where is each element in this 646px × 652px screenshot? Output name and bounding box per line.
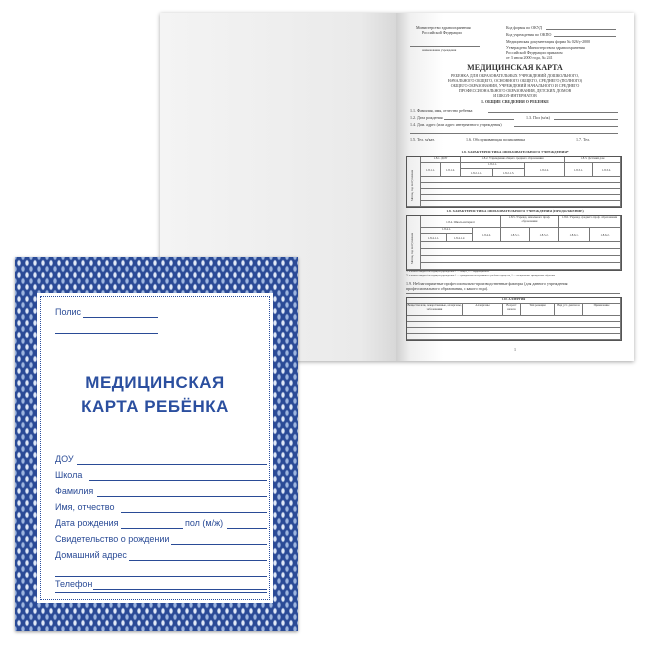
name-line[interactable] [121,512,267,513]
cover-label-panel [37,293,273,603]
surname-label: Фамилия [55,486,94,496]
institution-label: наименование учреждения [422,48,457,52]
table-2-cell: 1.8.4.2. [473,228,501,242]
subheading-1: РЕБЕНКА ДЛЯ ОБРАЗОВАТЕЛЬНЫХ УЧРЕЖДЕНИЙ ДОШКОЛЬНОГО, [451,73,579,78]
approved-line: Утверждена Министерством здравоохранения [506,45,585,50]
cover-title-line-2: КАРТА РЕБЁНКА [81,397,229,416]
allergy-header: Вещества или, лекарственные, аллергены, заболевания [407,304,463,316]
name-label: Имя, отчество [55,502,115,512]
subheading-4: ПРОФЕССИОНАЛЬНОГО ОБРАЗОВАНИЯ, ДЕТСКИХ ДОМОВ [458,88,572,93]
surname-line[interactable] [97,496,267,497]
birth-date-line[interactable] [121,528,183,529]
ministry-line-1: Министерство здравоохранения [416,25,471,30]
table-2-title: 1.8. ХАРАКТЕРИСТИКА ОБРАЗОВАТЕЛЬНОГО УЧРЕЖДЕНИЯ (ПРОДОЛЖЕНИЕ) [446,209,584,213]
ministry-line-2: Российской Федерации [422,30,462,35]
field-1-1: 1.1. Фамилия, имя, отчество ребенка [410,108,473,113]
phone-label: Телефон [55,579,93,589]
allergy-header: Тип реакции [521,304,555,316]
phone-line[interactable] [93,589,267,590]
sex-line[interactable] [227,528,267,529]
subheading-2: НАЧАЛЬНОГО ОБЩЕГО, ОСНОВНОГО ОБЩЕГО, СРЕДНЕГО (ПОЛНОГО) [447,78,583,83]
allergy-title: 1.10. АЛЛЕРГИЯ [407,298,621,304]
table-1-title: 1.8. ХАРАКТЕРИСТИКА ОБРАЗОВАТЕЛЬНОГО УЧРЕЖДЕНИЯ* [461,150,569,154]
table-2-cell: 1.8.6.2. [590,228,621,242]
okud-code: Код формы по ОКУД [506,25,542,30]
field-1-4: 1.4. Дом. адрес (или адрес интернатного учреждения) [410,122,502,127]
field-1-3: 1.3. Пол (м/ж) [526,115,550,120]
dou-line[interactable] [77,464,267,465]
table-2-cell: 1.8.4.1.2. [447,234,473,242]
page-number: 1 [514,347,516,352]
medical-card-cover [15,257,298,631]
table-1-cell: 1.8.1.2. [441,163,461,177]
cover-title-line-1: МЕДИЦИНСКАЯ [85,373,225,392]
field-1-7: 1.7. Тел. [576,137,591,142]
subheading-3: ОБЩЕГО ОБРАЗОВАНИЯ, УЧРЕЖДЕНИЙ НАЧАЛЬНОГО И СРЕДНЕГО [450,83,580,88]
institution-table-1 [406,156,622,208]
table-1-cell: 1.8.1.1. [421,163,441,177]
polis-label: Полис [55,307,82,317]
address-line-3[interactable] [55,592,267,593]
okpo-code: Код учреждения по ОКПО [506,32,552,37]
institution-table-2 [406,215,622,271]
address-line[interactable] [129,560,267,561]
table-2-cell: 1.8.4.1.1. [421,234,447,242]
allergy-header: Аллергены [463,304,503,316]
school-label: Школа [55,470,83,480]
table-2-cell: 1.8.5.1. [501,228,530,242]
field-1-2: 1.2. Дата рождения [410,115,443,120]
table-1-cell: 1.8.3.2. [593,163,621,177]
table-1-header-dou: 1.8.1. ДОУ [421,157,461,163]
footnote-2: *1 в начале каждого/на ходящем учреждения: 1 — гражданская поступившего учебного процесса, 2 — специальные гражданские обучения [406,274,555,277]
address-label: Домашний адрес [55,550,127,560]
table-2-header-primary-prof: 1.8.5. Учрежд. начального проф. образования [501,216,559,228]
allergy-header: Примечание [583,304,621,316]
section-1-title: 1. ОБЩИЕ СВЕДЕНИЯ О РЕБЕНКЕ [481,99,549,104]
dou-label: ДОУ [55,454,74,464]
subheading-5: И ШКОЛ-ИНТЕРНАТОВ [493,93,537,98]
allergy-header: Возраст начала [503,304,521,316]
address-line-2[interactable] [55,576,267,577]
table-1-header-orphanage: 1.8.3. Детский дом [565,157,621,163]
approved-date: от 3 июля 2000 года, № 241 [506,55,553,60]
sex-label: пол (м/ж) [185,518,224,528]
approved-line-2: Российской Федерации приказом [506,50,563,55]
table-1-header-school: 1.8.2. Учреждение общего среднего образования [461,157,565,163]
table-2-cell: 1.8.5.2. [530,228,559,242]
form-page [396,13,634,361]
field-1-5: 1.5. Тел. м/кат. [410,137,435,142]
form-heading: МЕДИЦИНСКАЯ КАРТА [467,63,563,72]
table-1-cell: 1.8.2.1. [461,163,525,169]
allergy-header: Вид уст. диагноза [555,304,583,316]
allergy-table [406,297,622,341]
table-1-cell: 1.8.2.2. [525,163,565,177]
table-2-cell: 1.8.6.1. [559,228,590,242]
certificate-label: Свидетельство о рождении [55,534,170,544]
school-line[interactable] [89,480,267,481]
form-number: Медицинская документация форма № 026/у-2000 [506,39,591,44]
field-1-9b: профессионального образования, с какого года). [406,286,489,291]
footnote-1: *1 в начале каждого/на ходящем учреждения: 1 — общее, 2 — коррекционное [406,270,490,273]
table-2-header-secondary-prof: 1.8.6. Учрежд. среднего проф. образования [559,216,621,228]
table-1-cell: 1.8.2.1.1. [461,169,493,177]
table-1-cell: 1.8.2.1.3. [493,169,525,177]
polis-line-2[interactable] [55,333,158,334]
polis-line[interactable] [83,317,158,318]
birth-date-label: Дата рождения [55,518,119,528]
certificate-line[interactable] [171,544,267,545]
table-1-side: Месяц, год поступления [410,169,414,201]
table-2-cell: 1.8.4.1. [421,228,473,234]
field-1-9: 1.9. Неблагоприятные профессионально-производственные факторы (для данного учреждения [406,281,568,286]
table-2-side: Месяц, год поступления [410,232,414,264]
table-2-header-boarding: 1.8.4. Школа-интернат [421,216,501,228]
table-1-cell: 1.8.3.1. [565,163,593,177]
field-1-6: 1.6. Обслуживающая поликлиника [466,137,526,142]
